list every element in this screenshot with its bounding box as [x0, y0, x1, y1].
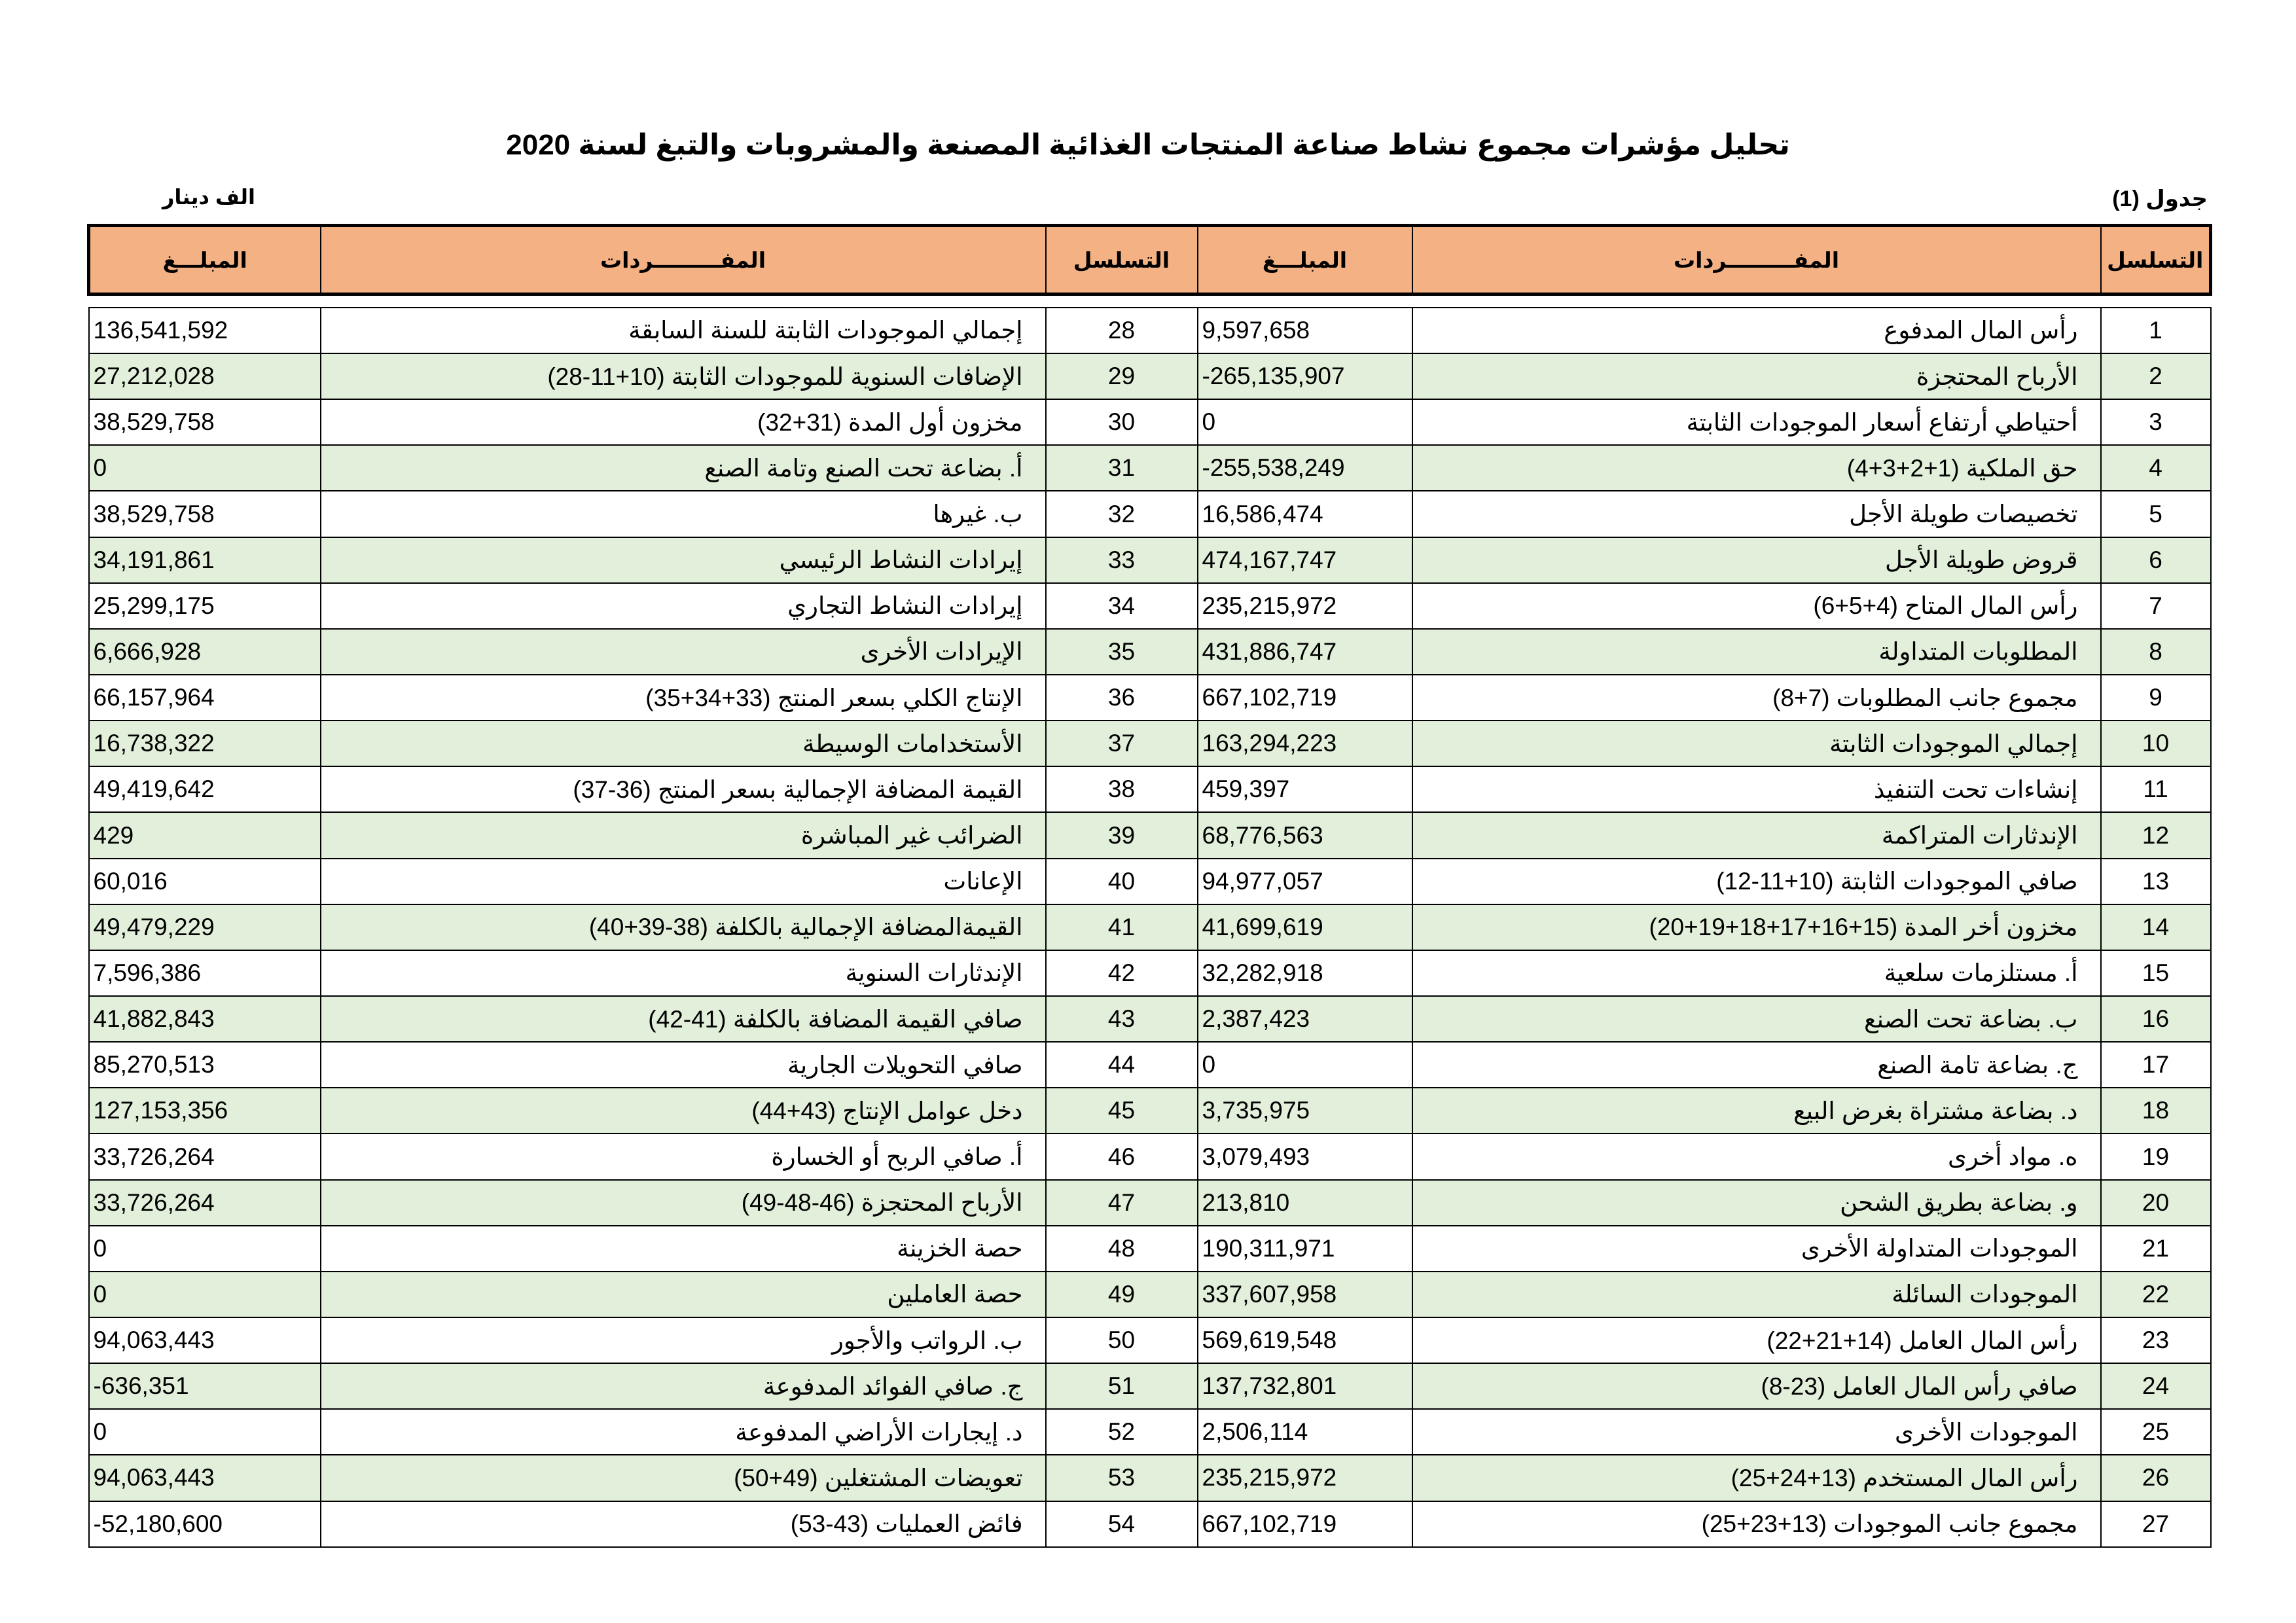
- seq-left-cell: 54: [1046, 1501, 1198, 1547]
- item-left-cell: إيرادات النشاط الرئيسي: [321, 537, 1046, 583]
- seq-left-cell: 41: [1046, 904, 1198, 950]
- amount-right-cell: 94,977,057: [1198, 859, 1412, 904]
- table-row: [89, 583, 2211, 629]
- amount-right-cell: 2,506,114: [1198, 1409, 1412, 1455]
- item-right-cell: إجمالي الموجودات الثابتة: [1412, 721, 2101, 766]
- amount-right-cell: 137,732,801: [1198, 1363, 1412, 1409]
- item-right-cell: الموجودات السائلة: [1412, 1272, 2101, 1317]
- amount-right-cell: 68,776,563: [1198, 812, 1412, 858]
- seq-left-cell: 33: [1046, 537, 1198, 583]
- table-row: [89, 1363, 2211, 1409]
- seq-right-cell: 13: [2101, 859, 2211, 904]
- item-right-cell: ج. بضاعة تامة الصنع: [1412, 1042, 2101, 1088]
- table-row: [89, 766, 2211, 812]
- table-row: [89, 904, 2211, 950]
- item-right-cell: مخزون أخر المدة (15+16+17+18+19+20): [1412, 904, 2101, 950]
- header-row: [89, 226, 2211, 294]
- seq-left-cell: 39: [1046, 812, 1198, 858]
- item-left-cell: الإندثارات السنوية: [321, 950, 1046, 996]
- amount-left-cell: 136,541,592: [89, 308, 321, 353]
- amount-left-cell: 27,212,028: [89, 353, 321, 399]
- amount-right-cell: 213,810: [1198, 1180, 1412, 1226]
- seq-left-cell: 48: [1046, 1226, 1198, 1272]
- table-row: [89, 399, 2211, 445]
- seq-right-cell: 4: [2101, 445, 2211, 491]
- item-right-cell: الموجودات المتداولة الأخرى: [1412, 1226, 2101, 1272]
- item-right-cell: مجموع جانب الموجودات (13+23+25): [1412, 1501, 2101, 1547]
- table-row: [89, 1501, 2211, 1547]
- page-title: تحليل مؤشرات مجموع نشاط صناعة المنتجات الغذائية المصنعة والمشروبات والتبغ لسنة 2020: [506, 129, 1790, 161]
- amount-left-cell: 33,726,264: [89, 1133, 321, 1179]
- seq-right-cell: 5: [2101, 491, 2211, 537]
- table-row: [89, 445, 2211, 491]
- item-right-cell: صافي الموجودات الثابتة (10+11-12): [1412, 859, 2101, 904]
- seq-right-cell: 19: [2101, 1133, 2211, 1179]
- seq-left-cell: 51: [1046, 1363, 1198, 1409]
- item-left-cell: د. إيجارات الأراضي المدفوعة: [321, 1409, 1046, 1455]
- seq-left-cell: 40: [1046, 859, 1198, 904]
- header-seq-right: التسلسل: [2101, 226, 2211, 294]
- seq-right-cell: 11: [2101, 766, 2211, 812]
- seq-right-cell: 17: [2101, 1042, 2211, 1088]
- item-right-cell: مجموع جانب المطلوبات (7+8): [1412, 675, 2101, 721]
- amount-right-cell: 459,397: [1198, 766, 1412, 812]
- table-row: [89, 812, 2211, 858]
- seq-right-cell: 14: [2101, 904, 2211, 950]
- amount-right-cell: -265,135,907: [1198, 353, 1412, 399]
- seq-left-cell: 32: [1046, 491, 1198, 537]
- amount-right-cell: 569,619,548: [1198, 1317, 1412, 1363]
- amount-left-cell: 94,063,443: [89, 1317, 321, 1363]
- item-left-cell: الإعانات: [321, 859, 1046, 904]
- seq-right-cell: 7: [2101, 583, 2211, 629]
- table-row: [89, 1180, 2211, 1226]
- amount-right-cell: 163,294,223: [1198, 721, 1412, 766]
- seq-right-cell: 15: [2101, 950, 2211, 996]
- item-left-cell: تعويضات المشتغلين (49+50): [321, 1455, 1046, 1501]
- amount-left-cell: 25,299,175: [89, 583, 321, 629]
- seq-left-cell: 43: [1046, 996, 1198, 1042]
- amount-right-cell: 190,311,971: [1198, 1226, 1412, 1272]
- table-row: [89, 1088, 2211, 1133]
- seq-left-cell: 46: [1046, 1133, 1198, 1179]
- amount-left-cell: 127,153,356: [89, 1088, 321, 1133]
- seq-right-cell: 3: [2101, 399, 2211, 445]
- item-left-cell: إجمالي الموجودات الثابتة للسنة السابقة: [321, 308, 1046, 353]
- header-seq-left: التسلسل: [1046, 226, 1198, 294]
- item-right-cell: حق الملكية (1+2+3+4): [1412, 445, 2101, 491]
- item-right-cell: إنشاءات تحت التنفيذ: [1412, 766, 2101, 812]
- header-amount-right: المبلـــغ: [1198, 226, 1412, 294]
- table-row: [89, 1409, 2211, 1455]
- amount-left-cell: -636,351: [89, 1363, 321, 1409]
- seq-right-cell: 2: [2101, 353, 2211, 399]
- amount-left-cell: 0: [89, 1409, 321, 1455]
- seq-right-cell: 27: [2101, 1501, 2211, 1547]
- amount-right-cell: 32,282,918: [1198, 950, 1412, 996]
- table-row: [89, 1455, 2211, 1501]
- amount-left-cell: 0: [89, 1226, 321, 1272]
- amount-left-cell: 34,191,861: [89, 537, 321, 583]
- seq-right-cell: 8: [2101, 629, 2211, 675]
- item-right-cell: الموجودات الأخرى: [1412, 1409, 2101, 1455]
- seq-left-cell: 30: [1046, 399, 1198, 445]
- item-right-cell: رأس المال المدفوع: [1412, 308, 2101, 353]
- item-left-cell: ب. الرواتب والأجور: [321, 1317, 1046, 1363]
- seq-left-cell: 37: [1046, 721, 1198, 766]
- table-row: [89, 1042, 2211, 1088]
- item-right-cell: الأرباح المحتجزة: [1412, 353, 2101, 399]
- seq-right-cell: 24: [2101, 1363, 2211, 1409]
- seq-left-cell: 38: [1046, 766, 1198, 812]
- seq-left-cell: 29: [1046, 353, 1198, 399]
- amount-left-cell: 38,529,758: [89, 399, 321, 445]
- item-left-cell: ج. صافي الفوائد المدفوعة: [321, 1363, 1046, 1409]
- item-left-cell: الأرباح المحتجزة (46-48-49): [321, 1180, 1046, 1226]
- item-left-cell: الإنتاج الكلي بسعر المنتج (33+34+35): [321, 675, 1046, 721]
- amount-right-cell: 667,102,719: [1198, 675, 1412, 721]
- table-row: [89, 1272, 2211, 1317]
- seq-left-cell: 34: [1046, 583, 1198, 629]
- table-row: [89, 1226, 2211, 1272]
- seq-right-cell: 22: [2101, 1272, 2211, 1317]
- amount-left-cell: 16,738,322: [89, 721, 321, 766]
- amount-left-cell: 0: [89, 1272, 321, 1317]
- table-row: [89, 491, 2211, 537]
- item-left-cell: صافي التحويلات الجارية: [321, 1042, 1046, 1088]
- seq-left-cell: 49: [1046, 1272, 1198, 1317]
- seq-right-cell: 18: [2101, 1088, 2211, 1133]
- item-left-cell: فائض العمليات (43-53): [321, 1501, 1046, 1547]
- seq-left-cell: 50: [1046, 1317, 1198, 1363]
- item-left-cell: القيمةالمضافة الإجمالية بالكلفة (38-39+40): [321, 904, 1046, 950]
- table-label: جدول (1): [2112, 187, 2208, 211]
- item-right-cell: و. بضاعة بطريق الشحن: [1412, 1180, 2101, 1226]
- table-row: [89, 859, 2211, 904]
- seq-right-cell: 26: [2101, 1455, 2211, 1501]
- table-row: [89, 675, 2211, 721]
- seq-left-cell: 42: [1046, 950, 1198, 996]
- table-row: [89, 1317, 2211, 1363]
- amount-left-cell: 49,479,229: [89, 904, 321, 950]
- amount-left-cell: 38,529,758: [89, 491, 321, 537]
- item-right-cell: د. بضاعة مشتراة بغرض البيع: [1412, 1088, 2101, 1133]
- table-row: [89, 950, 2211, 996]
- amount-right-cell: 235,215,972: [1198, 583, 1412, 629]
- seq-right-cell: 9: [2101, 675, 2211, 721]
- amount-left-cell: 85,270,513: [89, 1042, 321, 1088]
- amount-right-cell: 474,167,747: [1198, 537, 1412, 583]
- seq-right-cell: 12: [2101, 812, 2211, 858]
- table-row: [89, 308, 2211, 353]
- item-left-cell: حصة الخزينة: [321, 1226, 1046, 1272]
- item-right-cell: صافي رأس المال العامل (23-8): [1412, 1363, 2101, 1409]
- amount-right-cell: 337,607,958: [1198, 1272, 1412, 1317]
- header-item-left: المفـــــــــردات: [321, 226, 1046, 294]
- item-right-cell: المطلوبات المتداولة: [1412, 629, 2101, 675]
- header-amount-left: المبلـــغ: [89, 226, 321, 294]
- amount-right-cell: 41,699,619: [1198, 904, 1412, 950]
- seq-right-cell: 10: [2101, 721, 2211, 766]
- amount-left-cell: 94,063,443: [89, 1455, 321, 1501]
- item-left-cell: ب. غيرها: [321, 491, 1046, 537]
- table-row: [89, 1133, 2211, 1179]
- item-left-cell: إيرادات النشاط التجاري: [321, 583, 1046, 629]
- item-left-cell: الضرائب غير المباشرة: [321, 812, 1046, 858]
- amount-left-cell: 7,596,386: [89, 950, 321, 996]
- seq-left-cell: 52: [1046, 1409, 1198, 1455]
- item-left-cell: صافي القيمة المضافة بالكلفة (41-42): [321, 996, 1046, 1042]
- amount-right-cell: 431,886,747: [1198, 629, 1412, 675]
- item-right-cell: رأس المال المتاح (4+5+6): [1412, 583, 2101, 629]
- item-left-cell: أ. بضاعة تحت الصنع وتامة الصنع: [321, 445, 1046, 491]
- item-right-cell: رأس المال المستخدم (13+24+25): [1412, 1455, 2101, 1501]
- item-left-cell: الإيرادات الأخرى: [321, 629, 1046, 675]
- item-right-cell: أحتياطي أرتفاع أسعار الموجودات الثابتة: [1412, 399, 2101, 445]
- amount-right-cell: 667,102,719: [1198, 1501, 1412, 1547]
- item-right-cell: أ. مستلزمات سلعية: [1412, 950, 2101, 996]
- amount-right-cell: 3,079,493: [1198, 1133, 1412, 1179]
- amount-left-cell: 41,882,843: [89, 996, 321, 1042]
- seq-left-cell: 45: [1046, 1088, 1198, 1133]
- seq-left-cell: 47: [1046, 1180, 1198, 1226]
- seq-left-cell: 44: [1046, 1042, 1198, 1088]
- seq-right-cell: 23: [2101, 1317, 2211, 1363]
- seq-right-cell: 16: [2101, 996, 2211, 1042]
- item-right-cell: تخصيصات طويلة الأجل: [1412, 491, 2101, 537]
- item-right-cell: ه. مواد أخرى: [1412, 1133, 2101, 1179]
- amount-right-cell: 9,597,658: [1198, 308, 1412, 353]
- amount-right-cell: 3,735,975: [1198, 1088, 1412, 1133]
- item-right-cell: ب. بضاعة تحت الصنع: [1412, 996, 2101, 1042]
- amount-right-cell: 2,387,423: [1198, 996, 1412, 1042]
- item-left-cell: الإضافات السنوية للموجودات الثابتة (10+11-28): [321, 353, 1046, 399]
- seq-right-cell: 21: [2101, 1226, 2211, 1272]
- table-row: [89, 629, 2211, 675]
- table-row: [89, 537, 2211, 583]
- amount-left-cell: 60,016: [89, 859, 321, 904]
- item-left-cell: القيمة المضافة الإجمالية بسعر المنتج (36-37): [321, 766, 1046, 812]
- table-row: [89, 721, 2211, 766]
- amount-right-cell: -255,538,249: [1198, 445, 1412, 491]
- seq-left-cell: 28: [1046, 308, 1198, 353]
- seq-right-cell: 1: [2101, 308, 2211, 353]
- amount-left-cell: 66,157,964: [89, 675, 321, 721]
- amount-left-cell: 49,419,642: [89, 766, 321, 812]
- amount-right-cell: 0: [1198, 399, 1412, 445]
- table-row: [89, 353, 2211, 399]
- seq-right-cell: 20: [2101, 1180, 2211, 1226]
- item-right-cell: الإندثارات المتراكمة: [1412, 812, 2101, 858]
- item-right-cell: قروض طويلة الأجل: [1412, 537, 2101, 583]
- amount-left-cell: 429: [89, 812, 321, 858]
- seq-left-cell: 36: [1046, 675, 1198, 721]
- seq-left-cell: 31: [1046, 445, 1198, 491]
- amount-right-cell: 235,215,972: [1198, 1455, 1412, 1501]
- item-left-cell: دخل عوامل الإنتاج (43+44): [321, 1088, 1046, 1133]
- seq-right-cell: 6: [2101, 537, 2211, 583]
- table-row: [89, 996, 2211, 1042]
- amount-left-cell: 6,666,928: [89, 629, 321, 675]
- item-right-cell: رأس المال العامل (14+21+22): [1412, 1317, 2101, 1363]
- item-left-cell: الأستخدامات الوسيطة: [321, 721, 1046, 766]
- amount-right-cell: 16,586,474: [1198, 491, 1412, 537]
- seq-left-cell: 53: [1046, 1455, 1198, 1501]
- indicators-table: [87, 224, 2212, 1548]
- item-left-cell: حصة العاملين: [321, 1272, 1046, 1317]
- amount-left-cell: 33,726,264: [89, 1180, 321, 1226]
- amount-left-cell: -52,180,600: [89, 1501, 321, 1547]
- unit-label: الف دينار: [162, 185, 255, 209]
- amount-left-cell: 0: [89, 445, 321, 491]
- amount-right-cell: 0: [1198, 1042, 1412, 1088]
- item-left-cell: مخزون أول المدة (31+32): [321, 399, 1046, 445]
- header-item-right: المفـــــــــردات: [1412, 226, 2101, 294]
- seq-right-cell: 25: [2101, 1409, 2211, 1455]
- item-left-cell: أ. صافي الربح أو الخسارة: [321, 1133, 1046, 1179]
- header-spacer: [89, 294, 2211, 308]
- seq-left-cell: 35: [1046, 629, 1198, 675]
